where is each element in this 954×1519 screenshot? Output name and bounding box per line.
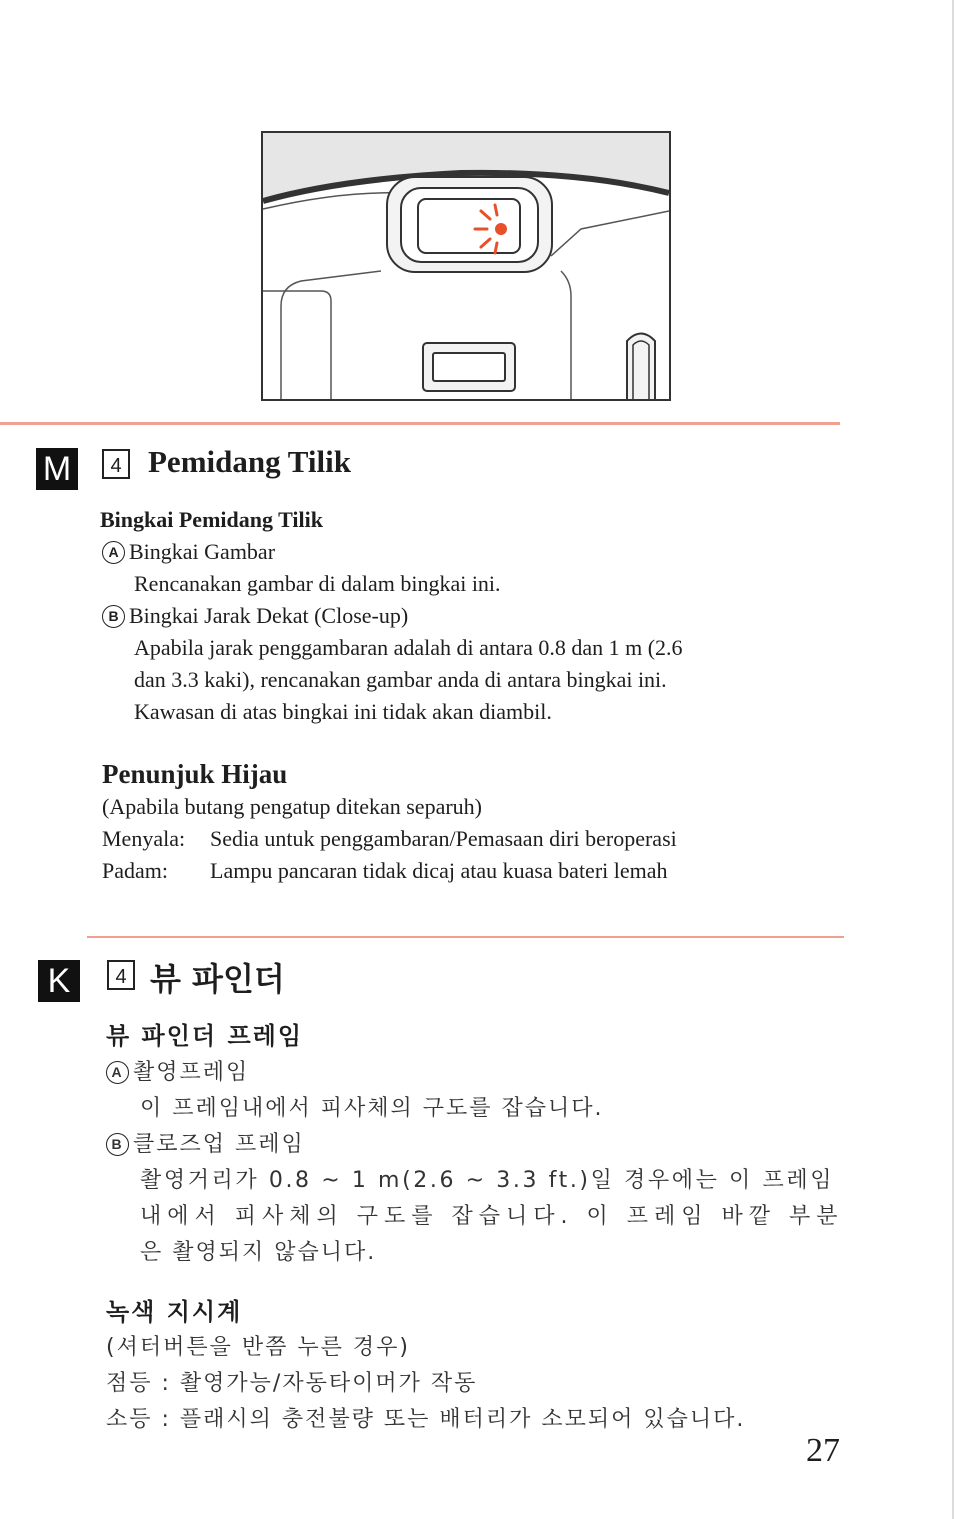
item-b-malay: [102, 600, 408, 632]
section-divider-malay: [0, 422, 840, 425]
green-condition-malay: (Apabila butang pengatup ditekan separuh): [102, 794, 482, 819]
language-badge-malay: M: [36, 448, 78, 490]
subheading-green-korean: 녹색 지시계: [106, 1298, 243, 1326]
item-a-korean: [106, 1057, 249, 1089]
green-on-label: Menyala:: [102, 826, 186, 851]
item-a-title: Bingkai Gambar: [129, 539, 276, 564]
item-b-text-line: dan 3.3 kaki), rencanakan gambar anda di antara bingkai ini.: [134, 667, 667, 692]
marker-a-icon: A: [102, 541, 125, 564]
section-title-malay: Pemidang Tilik: [148, 444, 351, 479]
page-number: 27: [806, 1432, 840, 1469]
viewfinder-illustration: [261, 131, 671, 401]
item-b-text-line: Kawasan di atas bingkai ini tidak akan diambil.: [134, 699, 552, 724]
marker-a-icon: A: [106, 1061, 129, 1084]
subheading-frame-malay: Bingkai Pemidang Tilik: [100, 507, 323, 532]
green-off-text: Lampu pancaran tidak dicaj atau kuasa bateri lemah: [210, 858, 668, 883]
subheading-green-malay: Penunjuk Hijau: [102, 759, 288, 789]
item-b-text-line: 내에서 피사체의 구도를 잡습니다. 이 프레임 바깥 부분: [140, 1204, 844, 1229]
marker-b-icon: B: [106, 1133, 129, 1156]
item-b-text-line: 은 촬영되지 않습니다.: [140, 1240, 377, 1265]
section-divider-korean: [87, 936, 844, 938]
item-b-text-line: 촬영거리가 0.8 ~ 1 m(2.6 ~ 3.3 ft.)일 경우에는 이 프레임: [140, 1168, 835, 1193]
green-on-korean: 점등 : 촬영가능/자동타이머가 작동: [106, 1371, 478, 1396]
section-title-korean: 뷰 파인더: [150, 960, 285, 998]
item-b-title: 클로즈업 프레임: [133, 1132, 305, 1157]
item-a-text: Rencanakan gambar di dalam bingkai ini.: [134, 571, 501, 596]
item-a-title: 촬영프레임: [133, 1060, 250, 1085]
item-b-text-line: Apabila jarak penggambaran adalah di antara 0.8 dan 1 m (2.6: [134, 635, 683, 660]
item-b-title: Bingkai Jarak Dekat (Close-up): [129, 603, 409, 628]
green-off-korean: 소등 : 플래시의 충전불량 또는 배터리가 소모되어 있습니다.: [106, 1407, 746, 1432]
section-number-korean: 4: [107, 960, 135, 990]
language-badge-korean: K: [38, 960, 80, 1002]
item-b-korean: [106, 1129, 305, 1161]
subheading-frame-korean: 뷰 파인더 프레임: [106, 1022, 303, 1050]
green-condition-korean: (셔터버튼을 반쯤 누른 경우): [106, 1335, 410, 1360]
green-on-text: Sedia untuk penggambaran/Pemasaan diri beroperasi: [210, 826, 677, 851]
marker-b-icon: B: [102, 605, 125, 628]
green-off-label: Padam:: [102, 858, 168, 883]
section-number-malay: 4: [102, 449, 130, 479]
item-a-text: 이 프레임내에서 피사체의 구도를 잡습니다.: [140, 1096, 604, 1121]
item-a-malay: [102, 536, 275, 568]
